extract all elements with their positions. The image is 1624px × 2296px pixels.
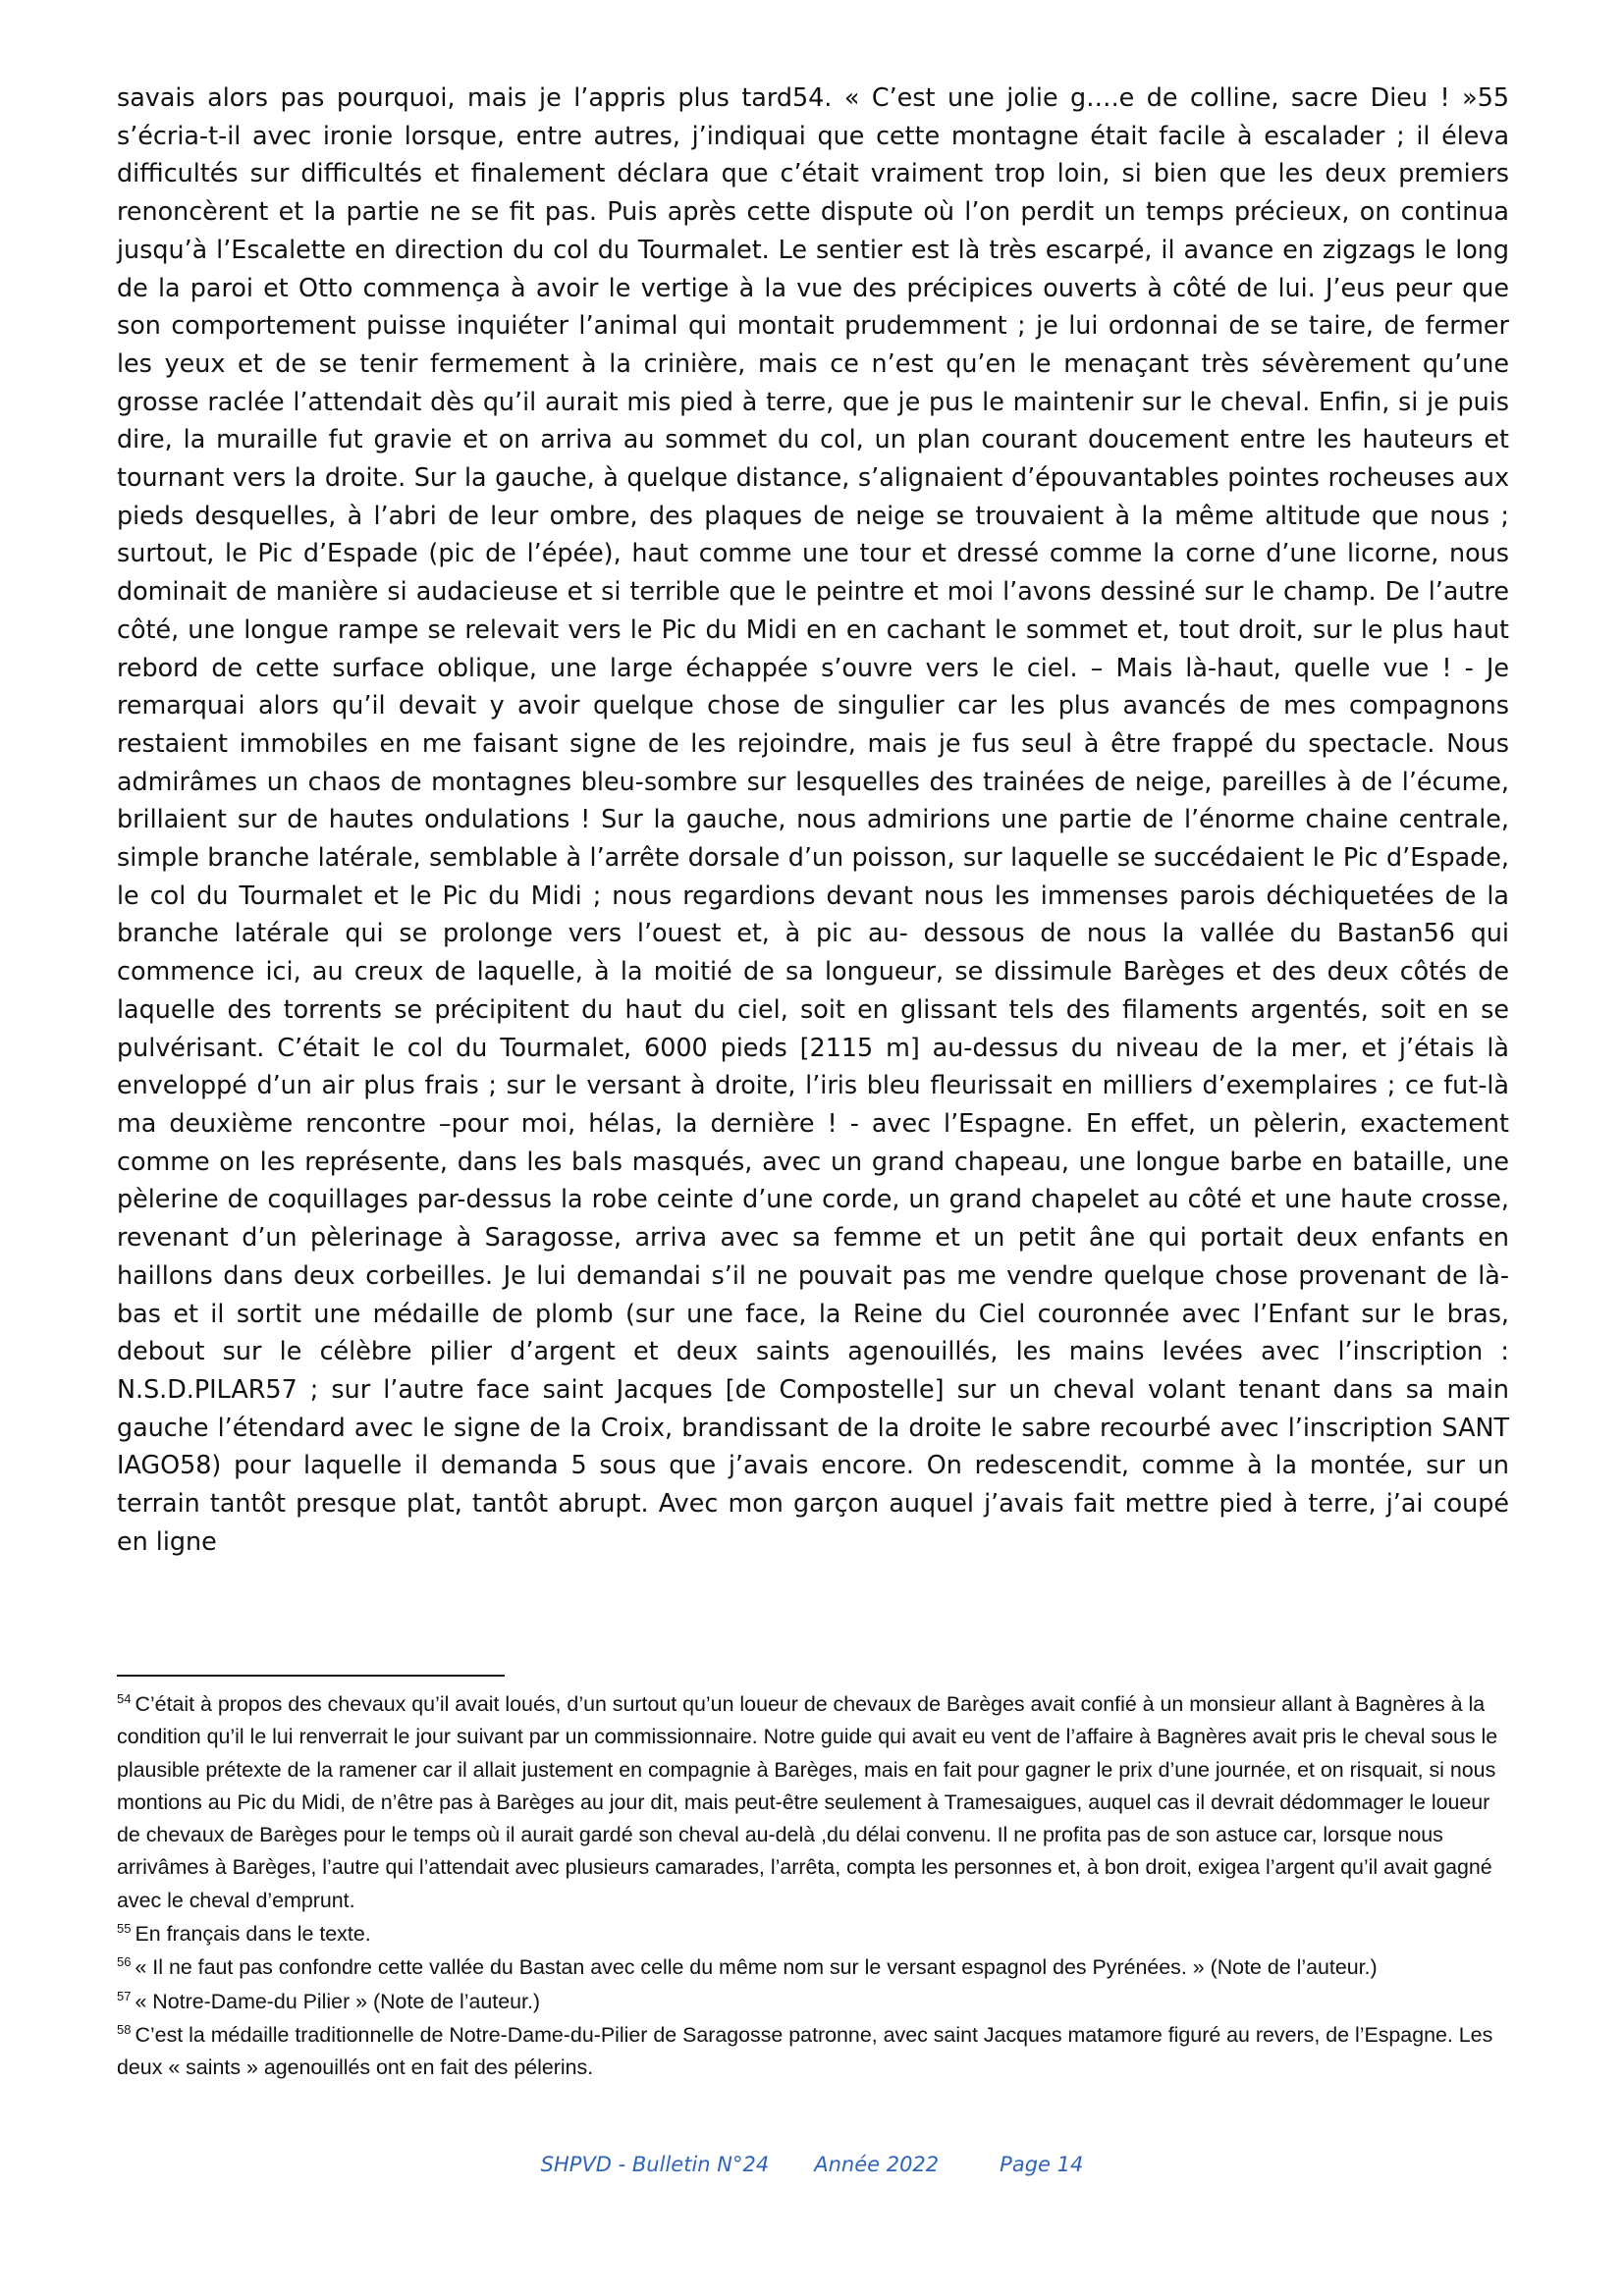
footnote-number-56: 56 [117,1954,132,1970]
footnotes-section [117,1688,1509,2086]
footnote-separator [117,1675,505,1677]
footnote-text-54: C’était à propos des chevaux qu’il avait loués, d’un surtout qu’un loueur de chevaux de Barèges avait confié à un monsieur allant à Bagnères à la condition qu’il le lui renverrait le jour suivant par un commissionnaire. Notre guide qui avait eu vent de l’affaire à Bagnères avait pris le cheval sous le plausible prétexte de la ramener car il allait justement en compagnie à Barèges, mais en fait pour gagner le prix d’une journée, et on risquait, si nous montions au Pic du Midi, de n’être pas à Barèges au jour dit, mais peut-être seulement à Tramesaigues, auquel cas il devrait dédommager le loueur de chevaux de Barèges pour le temps où il aurait gardé son cheval au-delà ,du délai convenu. Il ne profita pas de son astuce car, lorsque nous arrivâmes à Barèges, l’autre qui l’attendait avec plusieurs camarades, l’arrêta, compta les personnes et, à bon droit, exigea l’argent qu’il avait gagné avec le cheval d’emprunt. [117,1692,1498,1912]
footnote-number-54: 54 [117,1690,132,1706]
footnote-55 [117,1918,1509,1950]
page-footer [0,2150,1624,2179]
footnote-54 [117,1688,1509,1917]
footnote-text-56: « Il ne faut pas confondre cette vallée du Bastan avec celle du même nom sur le versant espagnol des Pyrénées. » (Note de l’auteur.) [135,1955,1378,1980]
footnote-text-57: « Notre-Dame-du Pilier » (Note de l’auteur.) [135,1989,541,2013]
footer-year: Année 2022 [814,2153,940,2176]
footer-page-number: Page 14 [1000,2153,1084,2176]
footnote-number-58: 58 [117,2021,132,2037]
footnote-number-55: 55 [117,1920,132,1936]
footer-publication: SHPVD - Bulletin N°24 [540,2153,770,2176]
footnote-text-55: En français dans le texte. [135,1922,371,1947]
footnote-58 [117,2019,1509,2085]
footnote-number-57: 57 [117,1988,132,2003]
main-body-text: savais alors pas pourquoi, mais je l’appris plus tard54. « C’est une jolie g….e de colline, sacre Dieu ! »55 s’écria-t-il avec ironie lorsque, entre autres, j’indiquai que cette montagne était facile à escalader ; il éleva difficultés sur difficultés et finalement déclara que c’était vraiment trop loin, si bien que les deux premiers renoncèrent et la partie ne se fit pas. Puis après cette dispute où l’on perdit un temps précieux, on continua jusqu’à l’Escalette en direction du col du Tourmalet. Le sentier est là très escarpé, il avance en zigzags le long de la paroi et Otto commença à avoir le vertige à la vue des précipices ouverts à côté de lui. J’eus peur que son comportement puisse inquiéter l’animal qui montait prudemment ; je lui ordonnai de se taire, de fermer les yeux et de se tenir fermement à la crinière, mais ce n’est qu’en le menaçant très sévèrement qu’une grosse raclée l’attendait dès qu’il aurait mis pied à terre, que je pus le maintenir sur le cheval. Enfin, si je puis dire, la muraille fut gravie et on arriva au sommet du col, un plan courant doucement entre les hauteurs et tournant vers la droite. Sur la gauche, à quelque distance, s’alignaient d’épouvantables pointes rocheuses aux pieds desquelles, à l’abri de leur ombre, des plaques de neige se trouvaient à la même altitude que nous ; surtout, le Pic d’Espade (pic de l’épée), haut comme une tour et dressé comme la corne d’une licorne, nous dominait de manière si audacieuse et si terrible que le peintre et moi l’avons dessiné sur le champ. De l’autre côté, une longue rampe se relevait vers le Pic du Midi en en cachant le sommet et, tout droit, sur le plus haut rebord de cette surface oblique, une large échappée s’ouvre vers le ciel. – Mais là-haut, quelle vue ! - Je remarquai alors qu’il devait y avoir quelque chose de singulier car les plus avancés de mes compagnons restaient immobiles en me faisant signe de les rejoindre, mais je fus seul à être frappé du spectacle. Nous admirâmes un chaos de montagnes bleu-sombre sur lesquelles des trainées de neige, pareilles à de l’écume, brillaient sur de hautes ondulations ! Sur la gauche, nous admirions une partie de l’énorme chaine centrale, simple branche latérale, semblable à l’arrête dorsale d’un poisson, sur laquelle se succédaient le Pic d’Espade, le col du Tourmalet et le Pic du Midi ; nous regardions devant nous les immenses parois déchiquetées de la branche latérale qui se prolonge vers l’ouest et, à pic au- dessous de nous la vallée du Bastan56 qui commence ici, au creux de laquelle, à la moitié de sa longueur, se dissimule Barèges et des deux côtés de laquelle des torrents se précipitent du haut du ciel, soit en glissant tels des filaments argentés, soit en se pulvérisant. C’était le col du Tourmalet, 6000 pieds [2115 m] au-dessus du niveau de la mer, et j’étais là enveloppé d’un air plus frais ; sur le versant à droite, l’iris bleu fleurissait en milliers d’exemplaires ; ce fut-là ma deuxième rencontre –pour moi, hélas, la dernière ! - avec l’Espagne. En effet, un pèlerin, exactement comme on les représente, dans les bals masqués, avec un grand chapeau, une longue barbe en bataille, une pèlerine de coquillages par-dessus la robe ceinte d’une corde, un grand chapelet au côté et une haute crosse, revenant d’un pèlerinage à Saragosse, arriva avec sa femme et un petit âne qui portait deux enfants en haillons dans deux corbeilles. Je lui demandai s’il ne pouvait pas me vendre quelque chose provenant de là-bas et il sortit une médaille de plomb (sur une face, la Reine du Ciel couronnée avec l’Enfant sur le bras, debout sur le célèbre pilier d’argent et deux saints agenouillés, les mains levées avec l’inscription : N.S.D.PILAR57 ; sur l’autre face saint Jacques [de Compostelle] sur un cheval volant tenant dans sa main gauche l’étendard avec le signe de la Croix, brandissant de la droite le sabre recourbé avec l’inscription SANT IAGO58) pour laquelle il demanda 5 sous que j’avais encore. On redescendit, comme à la montée, sur un terrain tantôt presque plat, tantôt abrupt. Avec mon garçon auquel j’avais fait mettre pied à terre, j’ai coupé en ligne [117,82,1509,1556]
footnote-57 [117,1986,1509,2018]
footnote-text-58: C’est la médaille traditionnelle de Notre-Dame-du-Pilier de Saragosse patronne, avec saint Jacques matamore figuré au revers, de l’Espagne. Les deux « saints » agenouillés ont en fait des pélerins. [117,2022,1493,2080]
footnote-56 [117,1951,1509,1984]
